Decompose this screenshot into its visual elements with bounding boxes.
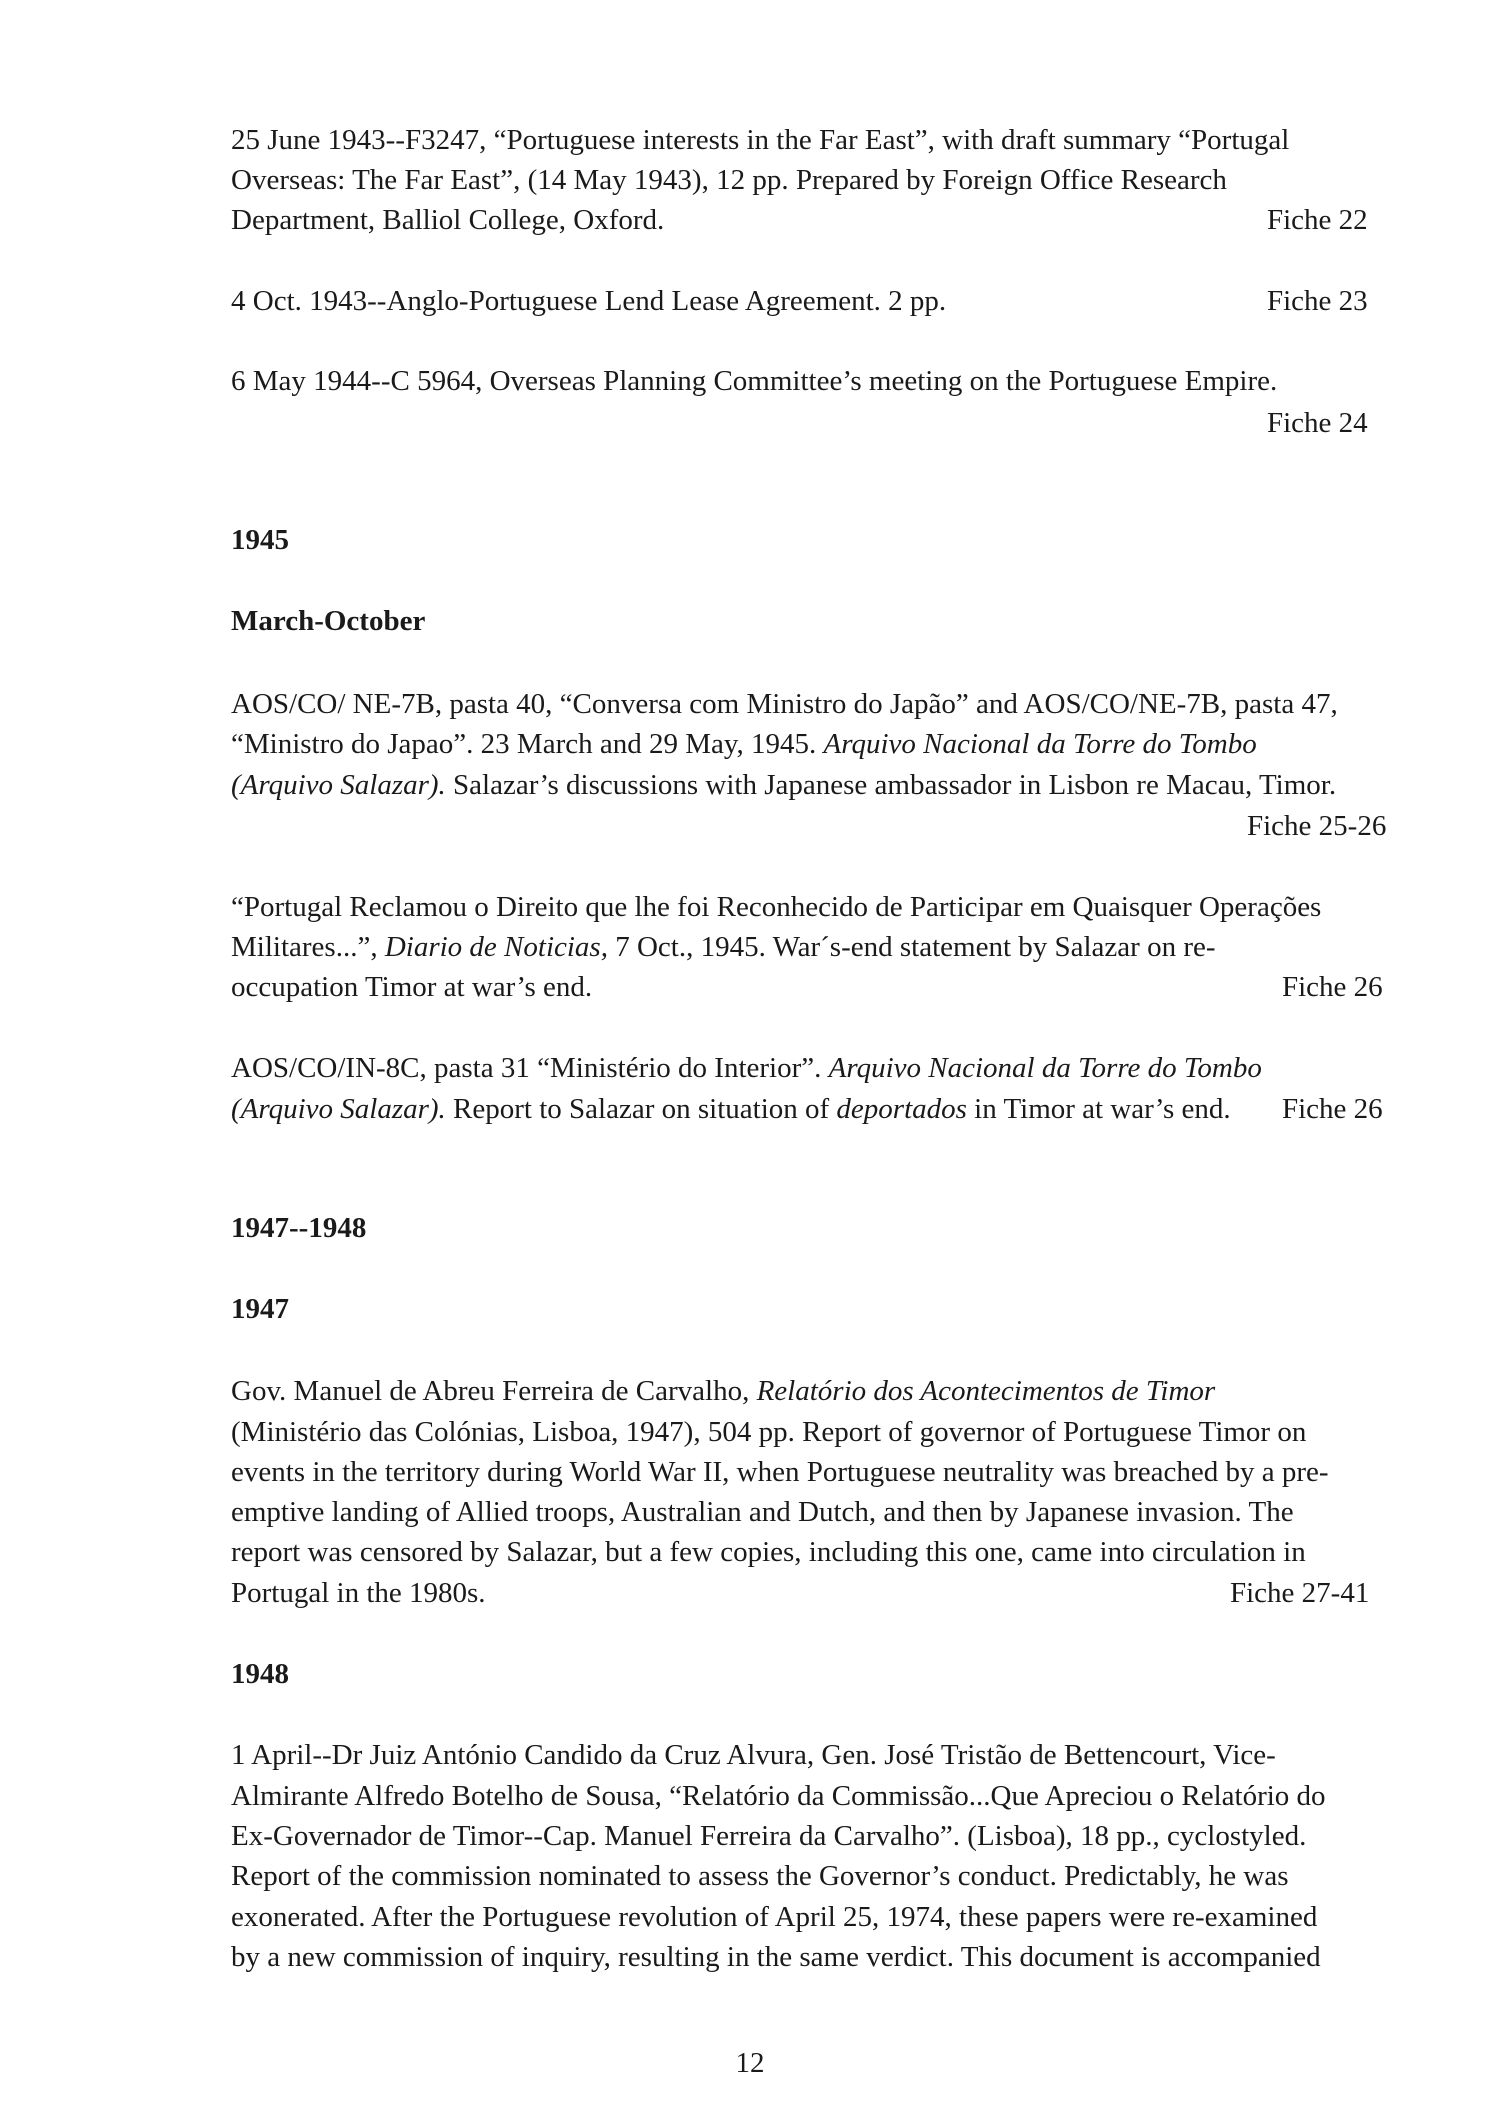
entry-7-line-6: Portugal in the 1980s. xyxy=(231,1577,486,1609)
entry-3-fiche: Fiche 24 xyxy=(1267,407,1368,439)
entry-2-fiche: Fiche 23 xyxy=(1267,285,1368,317)
entry-8-line-6: by a new commission of inquiry, resulting in the same verdict. This document is accompanied xyxy=(231,1941,1321,1973)
entry-8-line-5: exonerated. After the Portuguese revolution of April 25, 1974, these papers were re-examined xyxy=(231,1901,1318,1933)
heading-1947: 1947 xyxy=(231,1293,289,1325)
entry-5-line-2 xyxy=(231,927,1391,967)
entry-5-line-2-text-a: Militares...”, xyxy=(231,931,385,963)
entry-4-line-3 xyxy=(231,765,1391,805)
entry-4-line-1: AOS/CO/ NE-7B, pasta 40, “Conversa com Ministro do Japão” and AOS/CO/NE-7B, pasta 47, xyxy=(231,688,1338,720)
entry-6-line-1-text: AOS/CO/IN-8C, pasta 31 “Ministério do Interior”. xyxy=(231,1052,829,1084)
archive-subtitle: (Arquivo Salazar). xyxy=(231,1093,446,1125)
entry-6-fiche: Fiche 26 xyxy=(1282,1093,1383,1125)
entry-2-line-1: 4 Oct. 1943--Anglo-Portuguese Lend Lease Agreement. 2 pp. xyxy=(231,285,947,317)
heading-march-october: March-October xyxy=(231,605,426,637)
heading-1948: 1948 xyxy=(231,1658,289,1690)
entry-1-line-2: Overseas: The Far East”, (14 May 1943), 12 pp. Prepared by Foreign Office Research xyxy=(231,164,1227,196)
page-number: 12 xyxy=(735,2047,765,2079)
entry-7-line-4: emptive landing of Allied troops, Australian and Dutch, and then by Japanese invasion. The xyxy=(231,1496,1294,1528)
entry-6-line-1 xyxy=(231,1048,1391,1088)
entry-6-line-2-text-b: Report to Salazar on situation of xyxy=(445,1093,837,1125)
entry-1-fiche: Fiche 22 xyxy=(1267,204,1368,236)
entry-8-line-4: Report of the commission nominated to assess the Governor’s conduct. Predictably, he was xyxy=(231,1860,1289,1892)
archive-subtitle: (Arquivo Salazar). xyxy=(231,769,446,801)
entry-1-line-1: 25 June 1943--F3247, “Portuguese interests in the Far East”, with draft summary “Portugal xyxy=(231,124,1290,156)
entry-4-line-2-text: “Ministro do Japao”. 23 March and 29 May, 1945. xyxy=(231,728,824,760)
entry-4-line-3-text: Salazar’s discussions with Japanese ambassador in Lisbon re Macau, Timor. xyxy=(445,769,1337,801)
entry-8-line-1: 1 April--Dr Juiz António Candido da Cruz Alvura, Gen. José Tristão de Bettencourt, Vice- xyxy=(231,1739,1276,1771)
heading-1947-1948: 1947--1948 xyxy=(231,1212,367,1244)
entry-5-line-3: occupation Timor at war’s end. xyxy=(231,971,593,1003)
entry-4-line-2 xyxy=(231,724,1391,764)
entry-7-line-2: (Ministério das Colónias, Lisboa, 1947), 504 pp. Report of governor of Portuguese Timor on xyxy=(231,1416,1307,1448)
archive-title: Arquivo Nacional da Torre do Tombo xyxy=(823,728,1257,760)
entry-7-line-1-text: Gov. Manuel de Abreu Ferreira de Carvalho, xyxy=(231,1375,757,1407)
entry-3-line-1: 6 May 1944--C 5964, Overseas Planning Committee’s meeting on the Portuguese Empire. xyxy=(231,365,1278,397)
entry-8-line-3: Ex-Governador de Timor--Cap. Manuel Ferreira da Carvalho”. (Lisboa), 18 pp., cyclostyled. xyxy=(231,1820,1307,1852)
entry-6-line-2 xyxy=(231,1089,1391,1129)
entry-5-fiche: Fiche 26 xyxy=(1282,971,1383,1003)
archive-title: Arquivo Nacional da Torre do Tombo xyxy=(828,1052,1262,1084)
entry-7-line-5: report was censored by Salazar, but a few copies, including this one, came into circulation in xyxy=(231,1536,1306,1568)
entry-1-line-3: Department, Balliol College, Oxford. xyxy=(231,204,665,236)
entry-7-fiche: Fiche 27-41 xyxy=(1230,1577,1370,1609)
deportados-term: deportados xyxy=(836,1093,967,1125)
entry-4-fiche: Fiche 25-26 xyxy=(1247,810,1387,842)
entry-5-line-2-text-c: 7 Oct., 1945. War´s-end statement by Salazar on re- xyxy=(607,931,1216,963)
entry-8-line-2: Almirante Alfredo Botelho de Sousa, “Relatório da Commissão...Que Apreciou o Relatório do xyxy=(231,1780,1326,1812)
report-title: Relatório dos Acontecimentos de Timor xyxy=(756,1375,1216,1407)
heading-1945: 1945 xyxy=(231,524,289,556)
entry-6-line-2-text-d: in Timor at war’s end. xyxy=(966,1093,1231,1125)
entry-7-line-3: events in the territory during World War II, when Portuguese neutrality was breached by a pre- xyxy=(231,1456,1329,1488)
newspaper-title: Diario de Noticias, xyxy=(384,931,608,963)
entry-7-line-1 xyxy=(231,1371,1391,1411)
entry-5-line-1: “Portugal Reclamou o Direito que lhe foi Reconhecido de Participar em Quaisquer Operações xyxy=(231,891,1322,923)
